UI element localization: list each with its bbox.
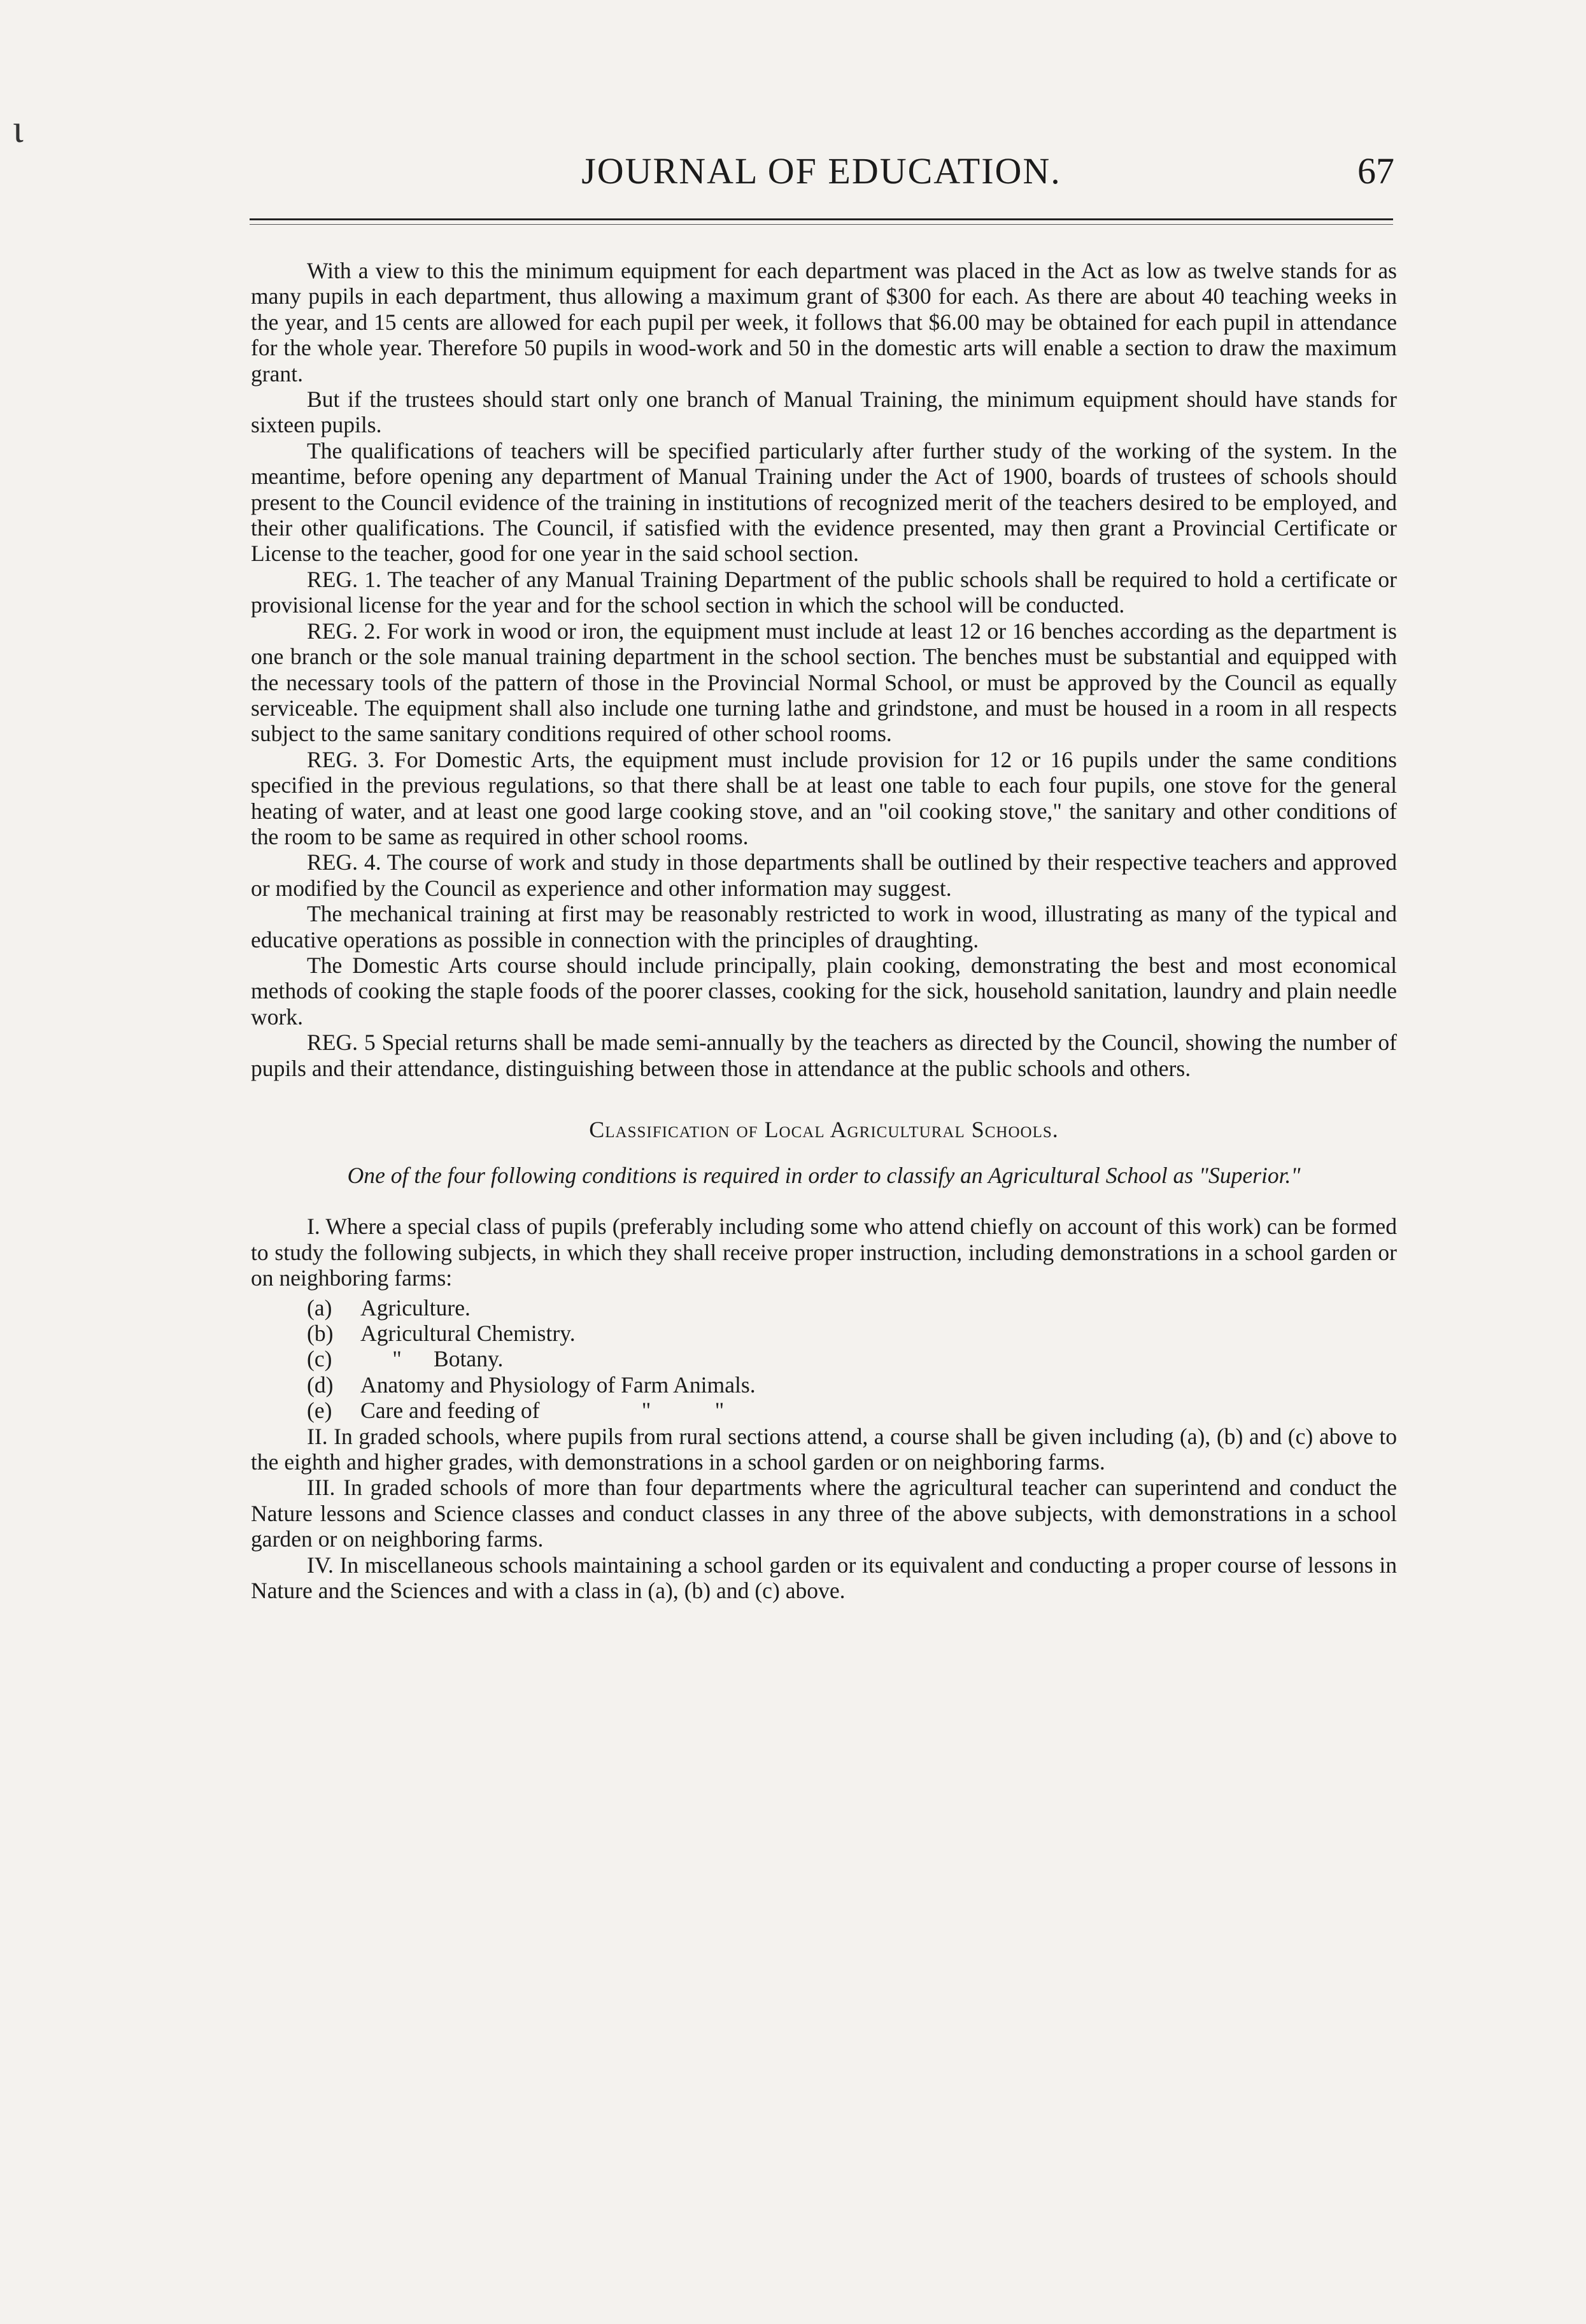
header-rule: [250, 218, 1393, 220]
paragraph: The qualifications of teachers will be specified particularly after further study of the working of the system. In the meantime, before opening any department of Manual Training under the Act of 1900, boards of trustees of schools should present to the Council evidence of the training in institutions of recognized merit of the teachers desired to be employed, and their other qualifications. The Council, if satisfied with the evidence presented, may then grant a Provincial Certificate or License to the teacher, good for one year in the said school section.: [251, 437, 1397, 567]
item-label: (c): [307, 1346, 332, 1372]
paragraph-reg-2: REG. 2. For work in wood or iron, the equipment must include at least 12 or 16 benches according as the department is one branch or the sole manual training department in the school section. The benches must be substantial and equipped with the necessary tools of the pattern of those in the Provincial Normal School, or must be approved by the Council as equally serviceable. The equipment shall also include one turning lathe and grindstone, and must be housed in a room in all respects subject to the same sanitary conditions required of other school rooms.: [251, 618, 1397, 747]
condition-3: III. In graded schools of more than four departments where the agricultural teacher can superintend and conduct the Nature lessons and Science classes and conduct classes in any three of the above subjects, with demonstrations in a school garden or on neighboring farms.: [251, 1475, 1397, 1552]
condition-1: I. Where a special class of pupils (preferably including some who attend chiefly on account of this work) can be formed to study the following subjects, in which they shall receive proper instruction, including demonstrations in a school garden or on neighboring farms:: [251, 1214, 1397, 1291]
item-label: (a): [307, 1294, 332, 1321]
header-rule-thin: [250, 224, 1393, 225]
list-item: [307, 1321, 1397, 1346]
list-item: [307, 1372, 1397, 1398]
list-item: [307, 1295, 1397, 1321]
list-item: [307, 1398, 1397, 1423]
ditto-mark: ": [641, 1398, 651, 1424]
subject-list: [307, 1295, 1397, 1424]
article-body: [251, 258, 1397, 1603]
page-header: [248, 150, 1394, 194]
item-text: Care and feeding of: [360, 1398, 540, 1424]
item-label: (e): [307, 1398, 332, 1424]
item-text: Agricultural Chemistry.: [360, 1321, 576, 1347]
running-title: JOURNAL OF EDUCATION.: [581, 150, 1061, 192]
section-heading: Classification of Local Agricultural Schools.: [589, 1117, 1059, 1142]
paragraph-reg-1: REG. 1. The teacher of any Manual Training Department of the public schools shall be required to hold a certificate or provisional license for the year and for the school section in which the school will be conducted.: [251, 566, 1397, 618]
list-item: [307, 1346, 1397, 1371]
ditto-mark: ": [392, 1346, 402, 1372]
ditto-mark: ": [714, 1398, 725, 1424]
condition-note: One of the four following conditions is required in order to classify an Agricultural School as "Superior.": [347, 1163, 1301, 1189]
item-text: Agriculture.: [360, 1294, 471, 1321]
item-text: Anatomy and Physiology of Farm Animals.: [360, 1371, 756, 1398]
item-label: (d): [307, 1371, 334, 1398]
paragraph-reg-3: REG. 3. For Domestic Arts, the equipment must include provision for 12 or 16 pupils under the same conditions specified in the previous regulations, so that there shall be at least one table to each four pupils, one stove for the general heating of water, and at least one good large cooking stove, and an "oil cooking stove," the sanitary and other conditions of the room to be same as required in other school rooms.: [251, 746, 1397, 849]
paragraph: The mechanical training at first may be reasonably restricted to work in wood, illustrating as many of the typical and educative operations as possible in connection with the principles of draughting.: [251, 901, 1397, 953]
item-text: Botany.: [434, 1346, 504, 1372]
page-number: 67: [1357, 150, 1394, 192]
paragraph: With a view to this the minimum equipment for each department was placed in the Act as low as twelve stands for as many pupils in each department, thus allowing a maximum grant of $300 for each. As there are about 40 teaching weeks in the year, and 15 cents are allowed for each pupil per week, it follows that $6.00 may be obtained for each pupil in attendance for the whole year. Therefore 50 pupils in wood-work and 50 in the domestic arts will enable a section to draw the maximum grant.: [251, 258, 1397, 386]
item-label: (b): [307, 1321, 334, 1347]
paragraph: But if the trustees should start only one branch of Manual Training, the minimum equipment should have stands for sixteen pupils.: [251, 386, 1397, 438]
paragraph-reg-5: REG. 5 Special returns shall be made semi-annually by the teachers as directed by the Council, showing the number of pupils and their attendance, distinguishing between those in attendance at the public schools and others.: [251, 1030, 1397, 1081]
condition-4: IV. In miscellaneous schools maintaining a school garden or its equivalent and conducting a proper course of lessons in Nature and the Sciences and with a class in (a), (b) and (c) above.: [251, 1552, 1397, 1604]
paragraph-reg-4: REG. 4. The course of work and study in those departments shall be outlined by their respective teachers and approved or modified by the Council as experience and other information may suggest.: [251, 849, 1397, 901]
margin-pencil-mark: ɩ: [13, 108, 24, 151]
condition-2: II. In graded schools, where pupils from rural sections attend, a course shall be given including (a), (b) and (c) above to the eighth and higher grades, with demonstrations in a school garden or on neighboring farms.: [251, 1423, 1397, 1475]
paragraph: The Domestic Arts course should include principally, plain cooking, demonstrating the best and most economical methods of cooking the staple foods of the poorer classes, cooking for the sick, household sanitation, laundry and plain needle work.: [251, 952, 1397, 1030]
